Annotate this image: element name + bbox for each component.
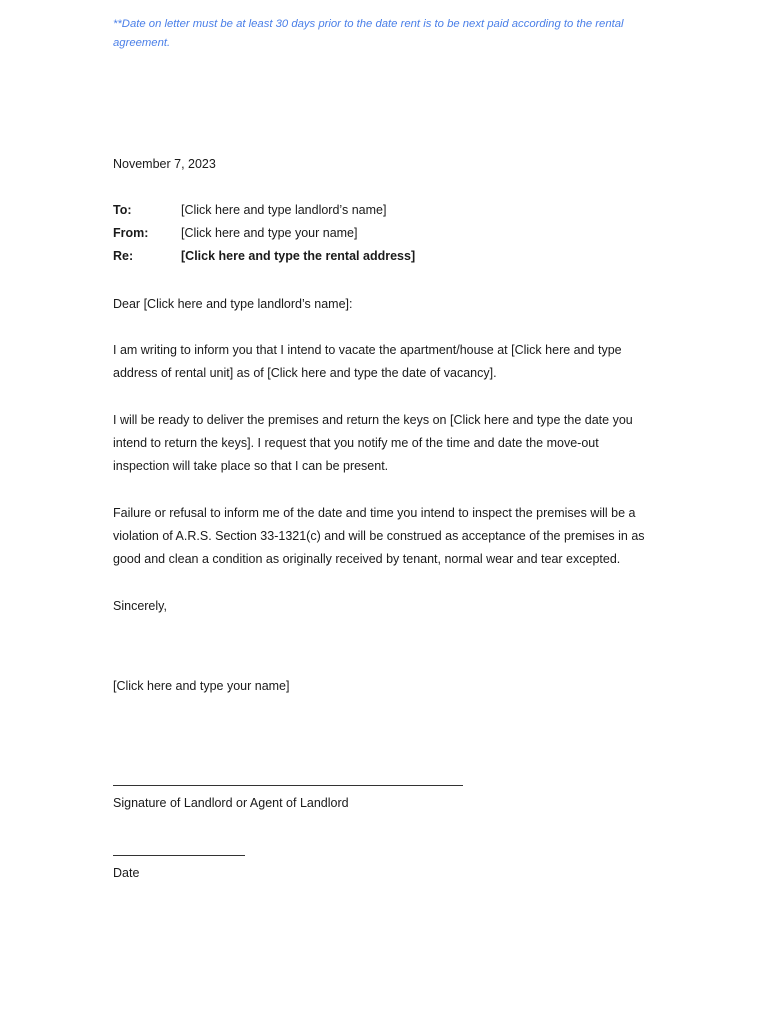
to-label: To: <box>113 203 132 217</box>
closing: Sincerely, <box>113 599 167 613</box>
sender-name-field[interactable]: [Click here and type your name] <box>181 226 358 240</box>
salutation[interactable]: Dear [Click here and type landlord’s name]: <box>113 297 353 311</box>
letter-date[interactable]: November 7, 2023 <box>113 157 216 171</box>
body-paragraph-keys[interactable]: I will be ready to deliver the premises and return the keys on [Click here and type the date you intend to return the keys]. I request that you notify me of the time and date the move-out inspection will take place so that I can be present. <box>113 413 633 474</box>
re-label: Re: <box>113 249 134 263</box>
date-line <box>113 855 245 856</box>
instruction-note: **Date on letter must be at least 30 days prior to the date rent is to be next paid according to the rental agreement. <box>113 18 624 49</box>
date-caption: Date <box>113 866 140 880</box>
body-paragraph-inspection: Failure or refusal to inform me of the date and time you intend to inspect the premises will be a violation of A.R.S. Section 33-1321(c) and will be construed as acceptance of the premises in as good and clean a condition as originally received by tenant, normal wear and tear excepted. <box>113 506 645 567</box>
landlord-name-field[interactable]: [Click here and type landlord’s name] <box>181 203 387 217</box>
signature-caption: Signature of Landlord or Agent of Landlord <box>113 796 349 810</box>
from-label: From: <box>113 226 149 240</box>
rental-address-field[interactable]: [Click here and type the rental address] <box>181 249 416 263</box>
signer-name-field[interactable]: [Click here and type your name] <box>113 679 290 693</box>
signature-line <box>113 785 463 786</box>
body-paragraph-vacate[interactable]: I am writing to inform you that I intend to vacate the apartment/house at [Click here and type address of rental unit] as of [Click here and type the date of vacancy]. <box>113 343 622 381</box>
